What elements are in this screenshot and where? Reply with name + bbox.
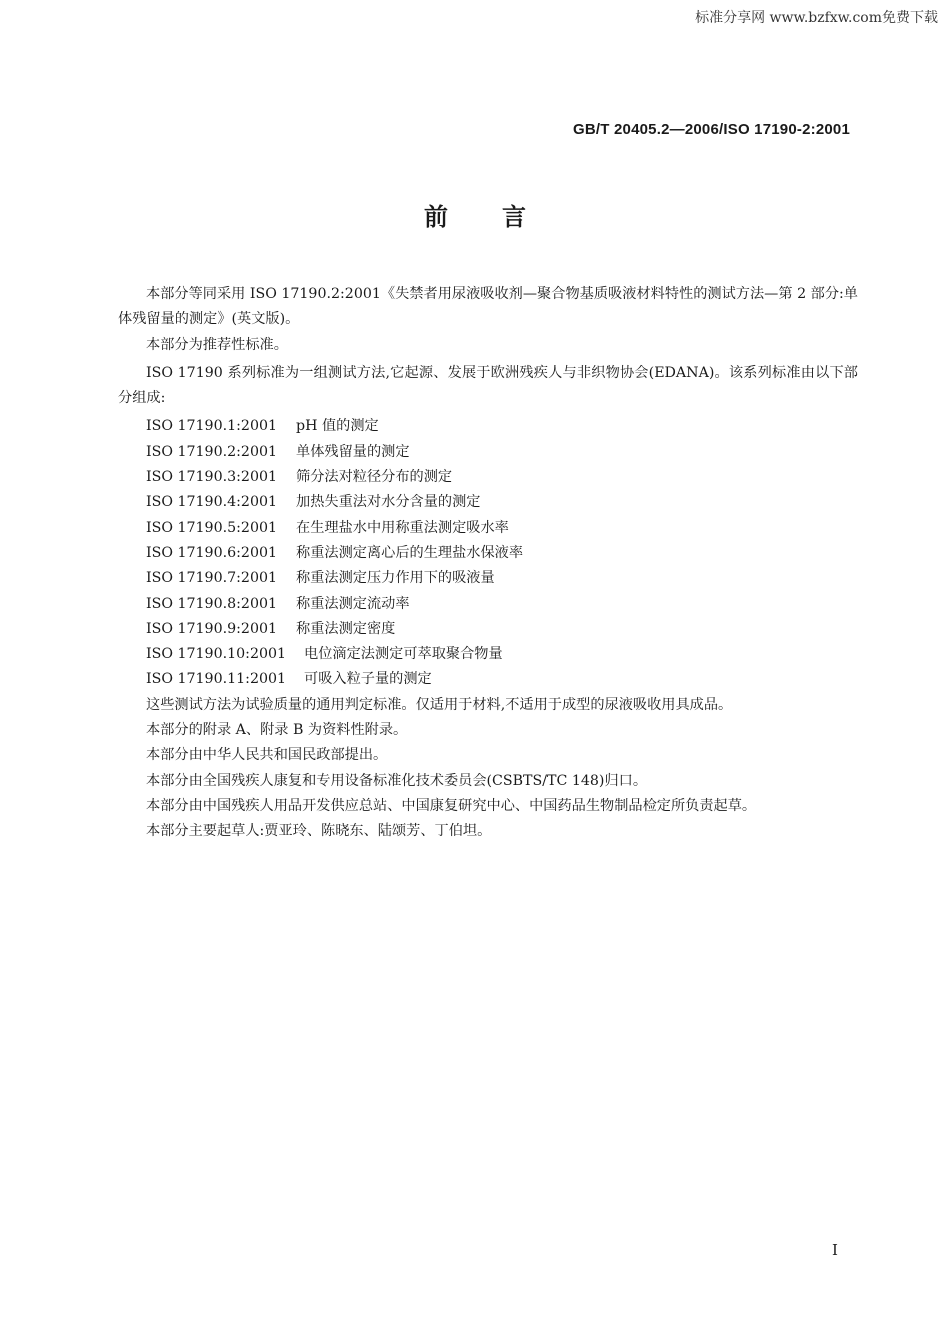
closing-paragraph-drafters: 本部分主要起草人:贾亚玲、陈晓东、陆颂芳、丁伯坦。 <box>146 823 492 840</box>
list-item <box>118 414 858 439</box>
list-item <box>118 465 858 490</box>
part-title: 加热失重法对水分含量的测定 <box>296 494 481 511</box>
closing-paragraph-drafters-org: 本部分由中国残疾人用品开发供应总站、中国康复研究中心、中国药品生物制品检定所负责起草。 <box>146 797 757 814</box>
list-item <box>118 642 858 667</box>
part-title: 称重法测定密度 <box>296 620 396 637</box>
part-title: 可吸入粒子量的测定 <box>304 671 432 688</box>
part-title: 称重法测定流动率 <box>296 595 410 612</box>
foreword-body <box>118 282 858 845</box>
intro-paragraph-recommended: 本部分为推荐性标准。 <box>146 336 288 353</box>
part-code: ISO 17190.10:2001 <box>146 646 287 663</box>
part-code: ISO 17190.3:2001 <box>146 469 278 486</box>
part-code: ISO 17190.8:2001 <box>146 595 278 612</box>
part-code: ISO 17190.7:2001 <box>146 570 278 587</box>
part-code: ISO 17190.6:2001 <box>146 544 278 561</box>
standard-number: GB/T 20405.2—2006/ISO 17190-2:2001 <box>573 121 850 138</box>
closing-paragraph-scope: 这些测试方法为试验质量的通用判定标准。仅适用于材料,不适用于成型的尿液吸收用具成品。 <box>146 696 733 713</box>
list-item <box>118 516 858 541</box>
part-code: ISO 17190.5:2001 <box>146 519 278 536</box>
part-title: 在生理盐水中用称重法测定吸水率 <box>296 519 509 536</box>
part-code: ISO 17190.2:2001 <box>146 443 278 460</box>
watermark: 标准分享网 www.bzfxw.com免费下载 <box>695 10 938 26</box>
list-item <box>118 617 858 642</box>
part-code: ISO 17190.9:2001 <box>146 620 278 637</box>
part-title: pH 值的测定 <box>296 418 379 435</box>
part-title: 电位滴定法测定可萃取聚合物量 <box>304 646 503 663</box>
list-item <box>118 541 858 566</box>
part-title: 称重法测定离心后的生理盐水保液率 <box>296 544 524 561</box>
page-number: I <box>832 1241 838 1259</box>
part-title: 筛分法对粒径分布的测定 <box>296 469 453 486</box>
list-item <box>118 667 858 692</box>
intro-paragraph-series: ISO 17190 系列标准为一组测试方法,它起源、发展于欧洲残疾人与非织物协会(EDANA)。该系列标准由以下部分组成: <box>118 364 858 407</box>
closing-paragraph-committee: 本部分由全国残疾人康复和专用设备标准化技术委员会(CSBTS/TC 148)归口。 <box>146 772 648 789</box>
part-title: 称重法测定压力作用下的吸液量 <box>296 570 495 587</box>
part-code: ISO 17190.1:2001 <box>146 418 278 435</box>
part-code: ISO 17190.4:2001 <box>146 494 278 511</box>
part-code: ISO 17190.11:2001 <box>146 671 287 688</box>
closing-paragraph-annex: 本部分的附录 A、附录 B 为资料性附录。 <box>146 722 408 739</box>
list-item <box>118 592 858 617</box>
page-title: 前言 <box>424 203 580 231</box>
list-item <box>118 440 858 465</box>
part-title: 单体残留量的测定 <box>296 443 410 460</box>
parts-list <box>118 414 858 692</box>
intro-paragraph-adoption: 本部分等同采用 ISO 17190.2:2001《失禁者用尿液吸收剂—聚合物基质吸液材料特性的测试方法—第 2 部分:单体残留量的测定》(英文版)。 <box>118 286 858 328</box>
list-item <box>118 490 858 515</box>
list-item <box>118 566 858 591</box>
closing-paragraph-proposed: 本部分由中华人民共和国民政部提出。 <box>146 747 388 764</box>
